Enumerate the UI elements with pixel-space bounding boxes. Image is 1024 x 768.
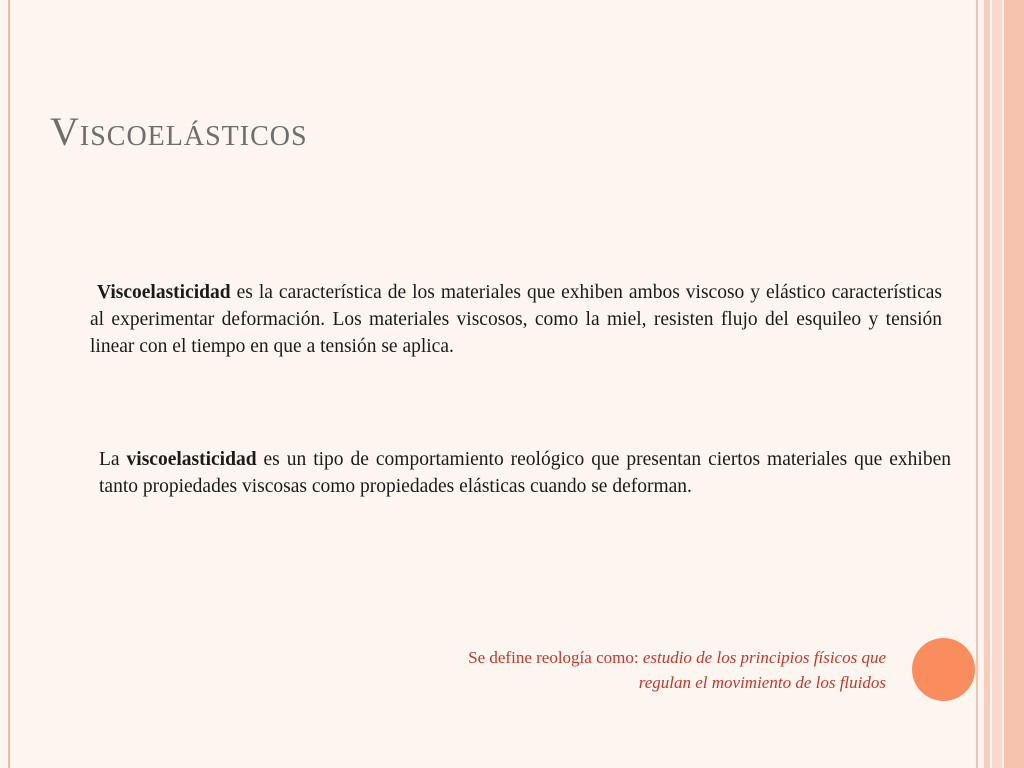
decor-stripe [1004, 0, 1024, 768]
term-bold: Viscoelasticidad [97, 282, 231, 303]
paragraph-rheology [99, 446, 951, 500]
slide-title: Viscoelásticos [50, 109, 308, 154]
note-prefix: Se define reología como: [468, 648, 643, 667]
decor-stripe [984, 0, 990, 768]
paragraph-text: es un tipo de comportamiento reológico que presentan ciertos materiales que exhiben tanto propiedades viscosas como propiedades elásticas cuando se deforman. [99, 449, 951, 497]
term-bold: viscoelasticidad [126, 449, 257, 470]
paragraph-text: es la característica de los materiales que exhiben ambos viscoso y elástico características al experimentar deformación. Los materiales viscosos, como la miel, resisten flujo del esquileo y tensión linear con el tiempo en que a tensión se aplica. [90, 282, 942, 357]
note-definition: estudio de los principios físicos que regulan el movimiento de los fluidos [638, 648, 886, 692]
orange-circle-decoration [912, 638, 975, 701]
paragraph-prefix: La [99, 449, 127, 470]
decor-stripe [976, 0, 978, 768]
decor-stripe [992, 0, 1002, 768]
left-frame-line [8, 0, 10, 768]
paragraph-definition [90, 279, 942, 360]
rheology-note [420, 645, 886, 695]
